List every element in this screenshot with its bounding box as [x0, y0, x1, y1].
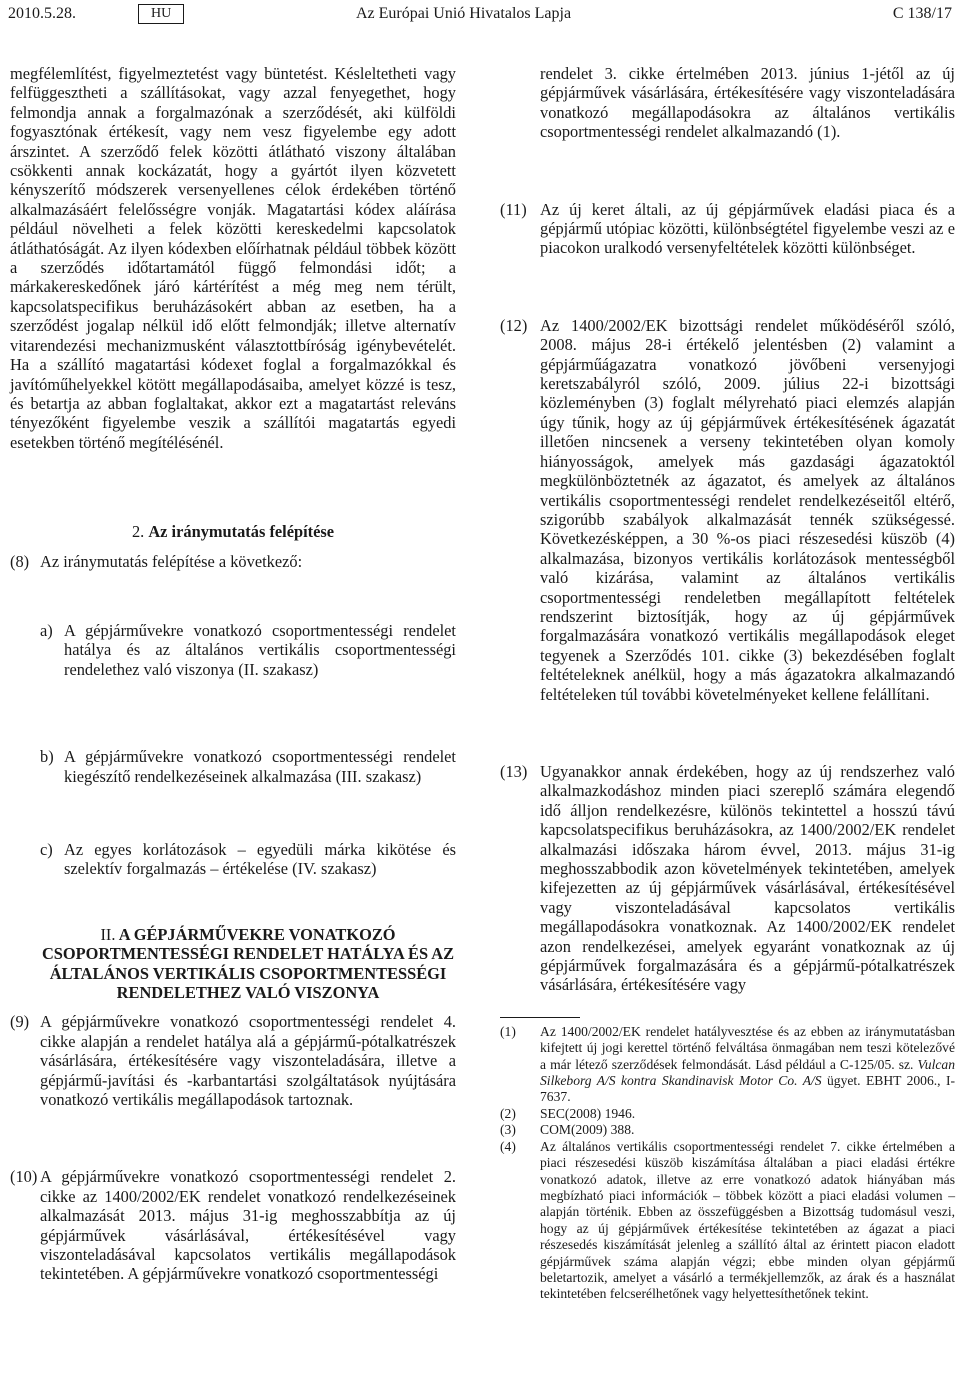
footnote-text: SEC(2008) 1946.: [540, 1105, 636, 1121]
paragraph-10-continued-text: rendelet 3. cikke értelmében 2013. június 1-jétől az új gépjárművek vásárlására, értékesítésére vagy viszonteladására vonatkozó megállapodásokra az általános vertikális csoportmentességi rendelet alkalmazandó (1).: [540, 64, 955, 142]
paragraph-11-text: Az új keret általi, az új gépjárművek eladási piaca és a gépjármű utópiac közötti, különbségtétel figyelembe veszi az e piacokon uralkodó versenyfeltételek közötti különbséget.: [540, 199, 955, 258]
list-item-text: A gépjárművekre vonatkozó csoportmentességi rendelet hatálya és az általános vertikális csoportmentességi rendelethez való viszonya (II. szakasz): [64, 620, 456, 679]
section-II-heading: [40, 925, 456, 1003]
list-item-label: b): [40, 747, 54, 767]
section-II-title: A GÉPJÁRMŰVEKRE VONATKOZÓ CSOPORTMENTESSÉGI RENDELET HATÁLYA ÉS AZ ÁLTALÁNOS VERTIKÁLIS CSOPORTMENTESSÉGI RENDELETHEZ VALÓ VISZONYA: [41, 924, 455, 1002]
footnote-number: (2): [500, 1105, 516, 1121]
list-item-text: A gépjárművekre vonatkozó csoportmentességi rendelet kiegészítő rendelkezéseinek alkalmazása (III. szakasz): [64, 747, 456, 786]
footnote-1: [500, 1024, 955, 1106]
footnote-text: Az 1400/2002/EK rendelet hatályvesztése és az ebben az iránymutatásban kifejtett új jogi kerettel történő felváltása önmagában nem teszi kötelezővé a már létező szerződések felmondását. Lásd például a C-125/05. sz.: [540, 1023, 955, 1072]
footnote-number: (4): [500, 1138, 516, 1154]
paragraph-13-text: Ugyanakkor annak érdekében, hogy az új rendszerhez való alkalmazkodáshoz minden piaci szereplő számára elegendő idő álljon rendelkezésre, különös tekintettel a hosszú távú kapcsolatspecifikus beruházásokra, az 1400/2002/EK rendelet alkalmazási időszaka három évvel, 2013. május 31-ig meghosszabbodik azon követelmények tekintetében, amelyek kifejezetten az új gépjárművek vásárlásával, értékesítésével vagy viszonteladásával kapcsolatos vertikális megállapodásokra vonatkoznak. Az 1400/2002/EK rendelet azon rendelkezései, amelyek egyaránt vonatkoznak az új gépjárművek forgalmazására és a gépjármű-pótalkatrészek vásárlására, értékesítésére vagy: [540, 761, 955, 995]
journal-title: Az Európai Unió Hivatalos Lapja: [356, 5, 572, 22]
paragraph-8-text: Az iránymutatás felépítése a következő:: [40, 551, 303, 571]
list-item-b: [40, 747, 456, 786]
footnotes: [500, 1017, 955, 1303]
list-item-label: a): [40, 620, 53, 640]
list-item-label: c): [40, 839, 53, 859]
footnote-number: (1): [500, 1023, 516, 1039]
section-2-heading: [10, 522, 456, 541]
footnote-4: [500, 1139, 955, 1303]
paragraph-10-text: A gépjárművekre vonatkozó csoportmentességi rendelet 2. cikke az 1400/2002/EK rendelet vonatkozó rendelkezéseinek alkalmazását 2013. május 31-ig meghosszabbítja az új gépjárművek vásárlásával, értékesítésével vagy viszonteladásával kapcsolatos vertikális megállapodások tekintetében. A gépjárművekre vonatkozó csoportmentességi: [40, 1167, 456, 1284]
paragraph-12-number: (12): [500, 315, 528, 335]
list-item-c: [40, 840, 456, 879]
footnote-tail: ügyet. EBHT 2006., I-7637.: [540, 1073, 955, 1105]
paragraph-11-number: (11): [500, 199, 527, 219]
footnote-text: Az általános vertikális csoportmentességi rendelet 7. cikke értelmében a piaci részesedési küszöb kiszámítása általában a piaci eladási értékre vonatkozó adatok, illetve az erre vonatkozó adatok hiányában más megbízható piaci információk – többek között a piaci eladási volumen – alapján történik. Ebben az összefüggésben a Bizottság tudomásul veszi, hogy az új gépjárművek értékesítése tekintetében az ágazat a piaci részesedés kiszámítását jelenleg a szállító által az érintett piacon eladott gépjárművek száma alapján végzi; ebbe minden olyan gépjármű beletartozik, amelyet a vásárló a termékjellemzők, az árak és a használat tekintetében felcserélhetőnek vagy helyettesíthetőnek tekint.: [540, 1138, 955, 1302]
language-badge: HU: [138, 4, 184, 24]
paragraph-8-number: (8): [10, 551, 30, 571]
paragraph-12: [500, 316, 955, 704]
footnote-number: (3): [500, 1122, 516, 1138]
paragraph-8: [10, 552, 456, 571]
page-number: C 138/17: [892, 5, 952, 22]
paragraph-12-text: Az 1400/2002/EK bizottsági rendelet működéséről szóló, 2008. május 28-i értékelő jelentésben (2) valamint a gépjárműágazatra vonatkozó jövőbeni versenyjogi keretszabályról szóló, 2009. július 22-i bizottsági közleményben (3) foglalt mélyreható piaci elemzés alapján úgy tűnik, hogy az új gépjárművek értékesítésének ágazatát illetően nincsenek a verseny tekintetében olyan komoly hiányosságok, amelyek más gazdasági ágazatoktól megkülönböztetnék az ágazatot, és amelyek az általános vertikális csoportmentességi rendelet rendelkezéseitől eltérő, szigorúbb szabályok alkalmazását tennék szükségessé. Következésképpen, a 30 %-os piaci részesedési küszöb (4) alkalmazása, bizonyos vertikális korlátozások mentességből való kizárása, valamint az általános vertikális csoportmentességi rendeletben megállapított feltételek rendszerint biztosítják, hogy az új gépjárművek forgalmazására vonatkozó vertikális megállapodások eleget tegyenek a Szerződés 101. cikke (3) bekezdésében foglalt feltételeknek anélkül, hogy a más ágazatokra alkalmazandó feltételeken túl további követelményeket kellene felállítani.: [540, 315, 955, 704]
publication-date: 2010.5.28.: [8, 5, 76, 22]
page-header: [8, 2, 952, 28]
section-II-number: II.: [100, 924, 116, 944]
paragraph-10: [10, 1167, 456, 1283]
paragraph-10-number: (10): [10, 1167, 38, 1187]
list-item-a: [40, 621, 456, 679]
right-column: [500, 64, 955, 1303]
section-2-title: Az iránymutatás felépítése: [148, 522, 335, 542]
paragraph-10-continued: [500, 64, 955, 142]
case-name: Vulcan Silkeborg A/S kontra Skandinavisk Motor Co. A/S: [540, 1056, 955, 1089]
footnote-3: [500, 1122, 955, 1138]
paragraph-9-number: (9): [10, 1012, 30, 1032]
section-2-number: 2.: [131, 522, 145, 542]
paragraph-11: [500, 200, 955, 258]
intro-paragraph: megfélemlítést, figyelmeztetést vagy büntetést. Késleltetheti vagy felfüggesztheti a szállításokat, vagy azzal fenyegethet, hogy felmondja annak a forgalmazónak a szerződését, aki külföldi fogyasztónak értékesít, vagy nem vesz figyelembe egy adott árszintet. A szerződő felek közötti átlátható viszony általában csökkenti annak kockázatát, hogy a gyártót ilyen közvetett kényszerítő módszerek versenyellenes célok érdekében történő alkalmazásáért felelősségre vonják. Magatartási kódex aláírása például növelheti a felek közötti kereskedelmi kapcsolatok átláthatóságát. Az ilyen kódexben előírhatnak például többek között a szerződés időtartamától függő felmondási időt; a márkakereskedőnek járó kártérítést a még meg nem térült, kapcsolatspecifikus beruházásokért abban az esetben, ha a szerződést jogalap nélkül idő előtt felmondják; illetve alternatív vitarendezési mechanizmusként választottbíróság igénybevételét. Ha a szállító magatartási kódexet foglal a forgalmazókkal és javítóműhelyekkel kötött megállapodásaiba, amelyet közzé is tesz, és betartja az abban foglaltakat, akkor ezt a magatartást releváns tényezőként figyelembe veszik a szállítói magatartás egyedi esetekben történő megítélésénél.: [10, 64, 456, 452]
paragraph-9: [10, 1012, 456, 1109]
footnote-text: COM(2009) 388.: [540, 1122, 635, 1138]
footnote-2: [500, 1106, 955, 1122]
paragraph-13: [500, 762, 955, 995]
footnote-rule: [500, 1017, 580, 1018]
paragraph-13-number: (13): [500, 761, 528, 781]
paragraph-9-text: A gépjárművekre vonatkozó csoportmentességi rendelet 4. cikke alapján a rendelet hatálya alá a gépjármű-pótalkatrészek vásárlására, értékesítésére vagy viszonteladására, illetve a gépjármű-javítási és -karbantartási szolgáltatások nyújtására vonatkozó vertikális megállapodások tartoznak.: [40, 1012, 456, 1110]
list-item-text: Az egyes korlátozások – egyedüli márka kikötése és szelektív forgalmazás – értékelése (IV. szakasz): [64, 839, 456, 879]
left-column: [10, 64, 456, 1284]
